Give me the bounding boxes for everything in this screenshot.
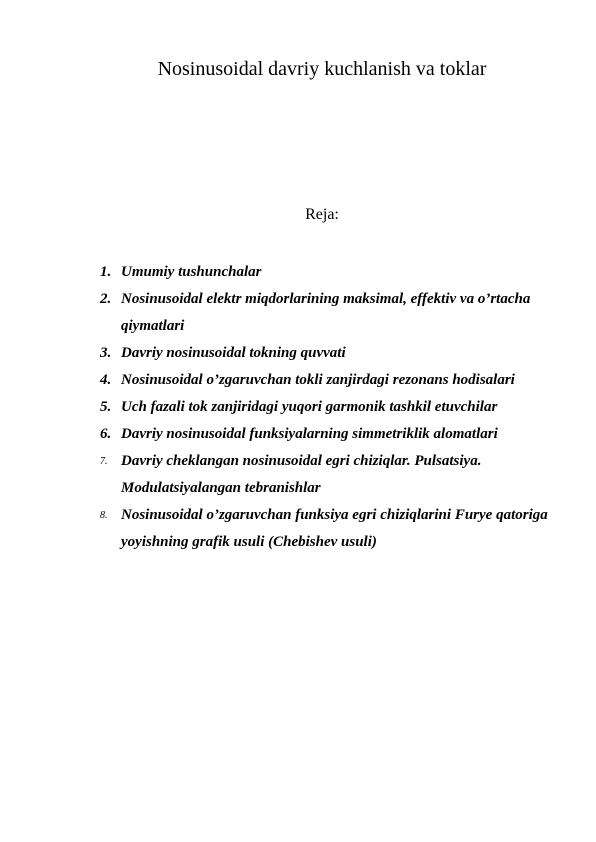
plan-item-text: Nosinusoidal o’zgaruvchan funksiya egri chiziqlarini Furye qatoriga yoyishning grafik usuli (Chebishev usuli) <box>121 507 548 550</box>
plan-item <box>100 367 570 394</box>
plan-item-number: 8. <box>100 510 108 521</box>
plan-item <box>100 340 570 367</box>
plan-item-text: Davriy nosinusoidal tokning quvvati <box>121 345 346 361</box>
plan-item <box>100 286 570 340</box>
plan-item-text: Davriy cheklangan nosinusoidal egri chiziqlar. Pulsatsiya. Modulatsiyalangan tebranishlar <box>121 453 482 496</box>
plan-item-number: 7. <box>100 456 108 467</box>
plan-item-number: 4. <box>100 372 112 388</box>
plan-item <box>100 259 570 286</box>
plan-item-text: Uch fazali tok zanjiridagi yuqori garmonik tashkil etuvchilar <box>121 399 498 415</box>
document-title: Nosinusoidal davriy kuchlanish va toklar <box>157 58 487 80</box>
plan-item-text: Umumiy tushunchalar <box>121 264 262 280</box>
plan-item-number: 5. <box>100 399 112 415</box>
plan-item-number: 2. <box>100 291 112 307</box>
plan-item <box>100 502 570 556</box>
plan-item <box>100 421 570 448</box>
plan-item-text: Nosinusoidal o’zgaruvchan tokli zanjirdagi rezonans hodisalari <box>121 372 515 388</box>
plan-item-text: Davriy nosinusoidal funksiyalarning simmetriklik alomatlari <box>121 426 498 442</box>
plan-item <box>100 448 570 502</box>
plan-item-number: 6. <box>100 426 112 442</box>
plan-heading: Reja: <box>305 206 339 223</box>
plan-item-text: Nosinusoidal elektr miqdorlarining maksimal, effektiv va o’rtacha qiymatlari <box>121 291 531 334</box>
plan-item <box>100 394 570 421</box>
plan-item-number: 1. <box>100 264 112 280</box>
plan-item-number: 3. <box>100 345 112 361</box>
plan-list <box>100 259 570 556</box>
